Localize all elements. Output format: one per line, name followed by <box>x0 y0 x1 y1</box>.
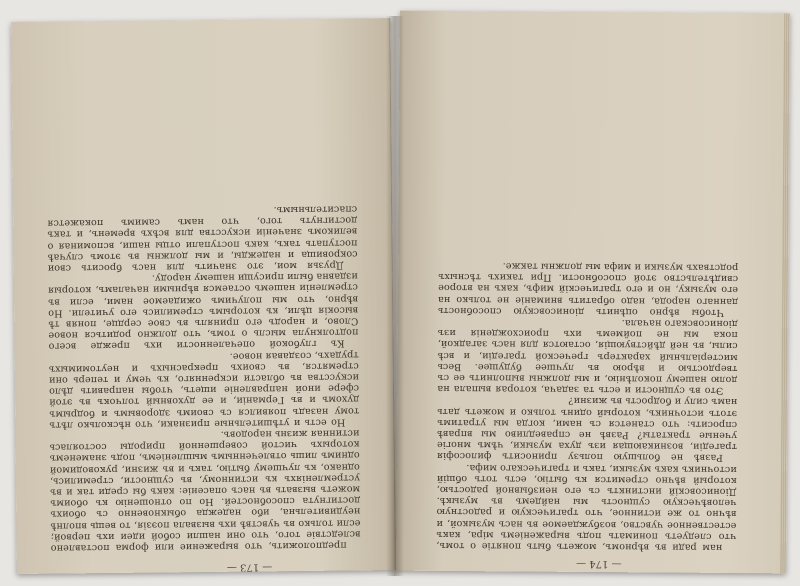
left-page <box>11 18 396 574</box>
open-book <box>14 12 788 578</box>
page-number: — 173 — <box>226 561 273 573</box>
left-page-text <box>46 110 361 553</box>
paragraph: нам ради въ вѣрномъ, можетъ быть понятіе о томъ, что следуетъ понимать подъ выраженіемъ міра, какъ естественное чувство, возбуждаемое въ насъ музыкой, и вѣчно то же истинное, что трагическую и радостную человѣческую сущность мы найдемъ въ музыкѣ. Діонисовскій инстинктъ съ его неизбывной радостью, который вѣчно стремится къ бытію, есть тотъ общій источникъ какъ музыки, такъ и трагическаго мифа. <box>436 461 737 553</box>
paragraph: Чтобы вѣрно оцѣнить діонисовскую способность даннаго народа, надо обратить вниманіе не только на его музыку, но и его трагическій мифъ, какъ на второе свидѣтельство этой способности. При такихъ тѣсныхъ родствахъ музыки и мифа мы должны также. <box>437 260 739 318</box>
page-number: — 174 — <box>576 557 622 570</box>
page-edges <box>780 13 790 573</box>
paragraph: Друзья мои, это значитъ для насъ бросить свои сокровища и надежды, и мы должны въ этомъ случаѣ поступать такъ, какъ поступали отцы наши, вспоминая о великомъ значеніи искусства для всѣхъ временъ, и такъ достигнуть того, что намъ самимъ покажется спасительнымъ. <box>47 203 358 274</box>
paragraph: Развѣ не большую пользу приноситъ философія трагедіи, возникающая изъ духа музыки, чѣмъ многіе ученые трактаты? Развѣ не справедливо мы вправѣ спросить: что станется съ нами, когда мы утратимъ этотъ источникъ, который одинъ только и можетъ дать намъ силу и бодрость въ жизни? <box>436 395 738 464</box>
paragraph: Это въ сущности и есть та задача, которая выпала на долю нашему поколѣнію, и мы должны выполнить ее съ твердостью и вѣрою въ лучшее будущее. Весь мистеріальный характеръ греческой трагедіи, и всѣ силы, въ ней дѣйствующія, остаются для насъ загадкой, пока мы не поймемъ ихъ происхожденія изъ діонисовскаго начала. <box>437 317 738 397</box>
paragraph: Но есть и утѣшительные признаки, что нѣсколько лѣтъ тому назадъ появился съ своимъ здоровымъ и бодрымъ духомъ и въ Германіи, и ее духовный толчокъ въ этой сфере иной направленіе ищетъ, чтобы направить дѣло искусства въ области искренняго, къ чему и теперь они стремятся, въ своихъ прекрасныхъ и неутомимыхъ трудахъ, создавая новое. <box>48 348 360 431</box>
right-page <box>396 11 790 574</box>
paragraph: Къ глубокой опечаленности ихъ прежде всего подтолкнула мысль о томъ, что должно родиться новое Слово, и народъ его принялъ въ свое сердце, поняв тѣ высокія цѣли, къ которымъ стремились его учители. Но вѣрно, что мы получимъ ожидаемое нами, если въ стремленіи нашемъ остаемся вѣрными началамъ, которыя издавна были присущи нашему народу. <box>47 270 359 352</box>
paragraph: предположить, что выражение или форма поставлено вследствіе того, что они нашли собой идеи ихъ первой; если только въ чувствѣ ихъ вызвала поэзія, то вещь вполнѣ неудивительна, ибо надежда обыкновенно съ обоихъ достигнута способностей. Но по отношенію къ обоимъ можетъ вызвать въ насъ опасеніе: какъ бы среди так и въ устремленіяхъ къ истинному, въ сущности, стремились, однако, къ лучшему бытію, такъ и въ жизни, руководимой однимъ лишь отвлеченнымъ мышленіемъ, подъ знаменемъ которыхъ чистой совершенной природы состоялась истинная жизнь народовъ. <box>49 427 361 554</box>
book-gutter <box>386 16 404 576</box>
right-page-text <box>436 65 739 553</box>
